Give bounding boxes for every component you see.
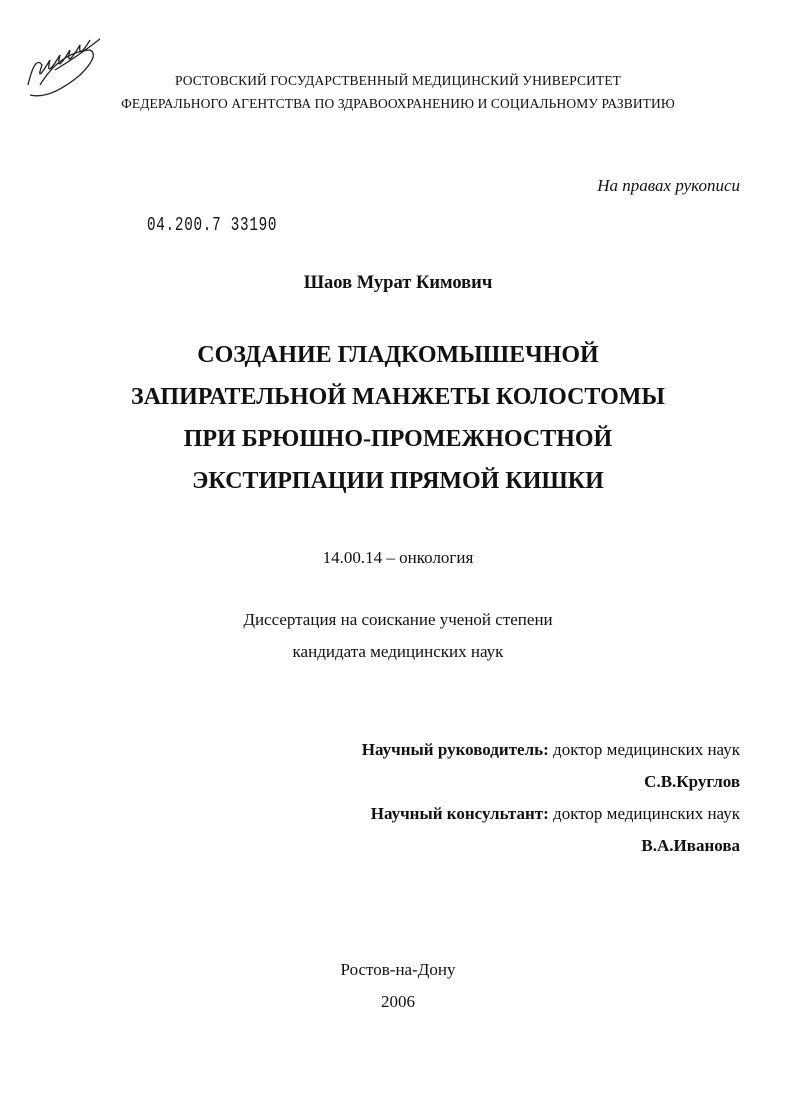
- consultant-line: [371, 804, 740, 824]
- specialty: 14.00.14 – онкология: [322, 548, 474, 567]
- year: 2006: [381, 992, 415, 1011]
- title-line-2: ЗАПИРАТЕЛЬНОЙ МАНЖЕТЫ КОЛОСТОМЫ: [131, 384, 665, 410]
- author-name: Шаов Мурат Кимович: [303, 273, 493, 293]
- consultant-degree: доктор медицинских наук: [553, 804, 740, 823]
- supervisor-line: [362, 740, 740, 760]
- registration-number: 04.200.7 33190: [147, 214, 278, 236]
- degree-line-1: Диссертация на соискание ученой степени: [243, 610, 553, 629]
- institution-line-1: РОСТОВСКИЙ ГОСУДАРСТВЕННЫЙ МЕДИЦИНСКИЙ УНИВЕРСИТЕТ: [174, 73, 622, 88]
- supervisor-degree: доктор медицинских наук: [553, 740, 740, 759]
- institution-line-2: ФЕДЕРАЛЬНОГО АГЕНТСТВА ПО ЗДРАВООХРАНЕНИЮ И СОЦИАЛЬНОМУ РАЗВИТИЮ: [121, 96, 675, 111]
- supervisor-name: С.В.Круглов: [644, 772, 740, 791]
- title-line-1: СОЗДАНИЕ ГЛАДКОМЫШЕЧНОЙ: [197, 342, 599, 368]
- degree-line-2: кандидата медицинских наук: [292, 642, 504, 661]
- supervisor-label: Научный руководитель:: [361, 740, 549, 759]
- title-line-4: ЭКСТИРПАЦИИ ПРЯМОЙ КИШКИ: [192, 468, 604, 494]
- city: Ростов-на-Дону: [340, 960, 456, 979]
- consultant-name: В.А.Иванова: [641, 836, 740, 855]
- title-line-3: ПРИ БРЮШНО-ПРОМЕЖНОСТНОЙ: [183, 426, 613, 452]
- signature: [20, 30, 100, 100]
- manuscript-note: На правах рукописи: [597, 176, 740, 195]
- consultant-label: Научный консультант:: [370, 804, 549, 823]
